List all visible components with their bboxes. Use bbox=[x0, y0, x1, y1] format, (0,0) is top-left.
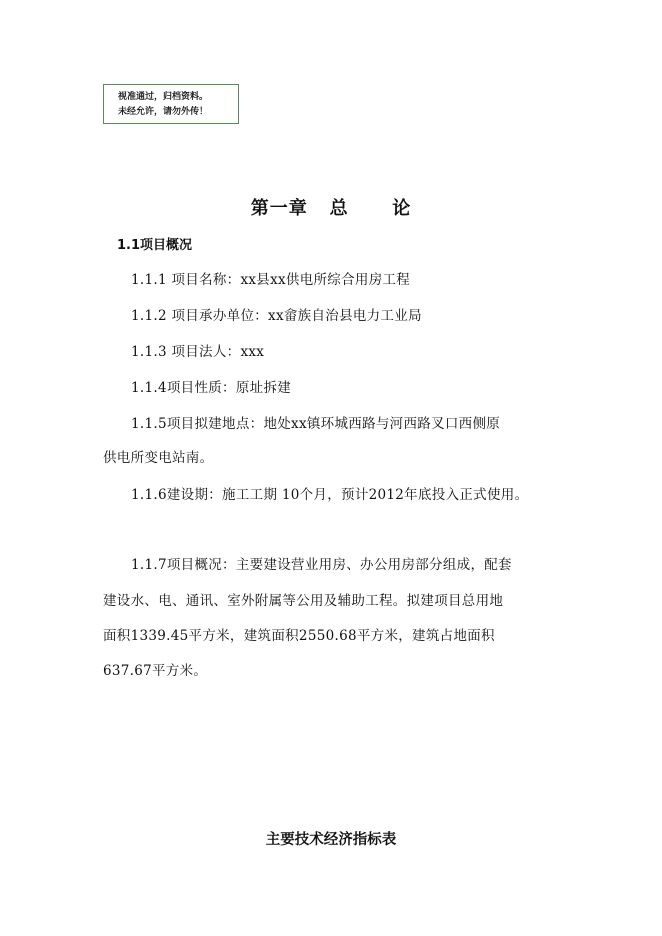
item-overview-line-3: 面积1339.45平方米，建筑面积2550.68平方米，建筑占地面积 bbox=[103, 628, 495, 644]
item-construction-period: 1.1.6建设期：施工工期 10个月，预计2012年底投入正式使用。 bbox=[131, 487, 529, 503]
item-location-line-1: 1.1.5项目拟建地点：地处xx镇环城西路与河西路叉口西侧原 bbox=[131, 416, 501, 432]
document-stamp bbox=[103, 84, 239, 124]
section-heading: 1.1项目概况 bbox=[117, 238, 193, 253]
item-legal-person: 1.1.3 项目法人：xxx bbox=[131, 344, 265, 360]
item-overview-line-1: 1.1.7项目概况：主要建设营业用房、办公用房部分组成，配套 bbox=[131, 557, 512, 573]
item-project-nature: 1.1.4项目性质：原址拆建 bbox=[131, 380, 292, 396]
item-undertaking-unit: 1.1.2 项目承办单位：xx畲族自治县电力工业局 bbox=[131, 308, 422, 324]
chapter-title: 第一章 总 论 bbox=[250, 198, 412, 219]
item-project-name: 1.1.1 项目名称：xx县xx供电所综合用房工程 bbox=[131, 272, 411, 288]
stamp-line-2: 未经允许，请勿外传！ bbox=[118, 107, 209, 117]
item-location-line-2: 供电所变电站南。 bbox=[103, 450, 214, 466]
item-overview-line-2: 建设水、电、通讯、室外附属等公用及辅助工程。拟建项目总用地 bbox=[103, 593, 504, 609]
stamp-line-1: 视准通过，归档资料。 bbox=[118, 92, 209, 102]
table-title: 主要技术经济指标表 bbox=[265, 832, 397, 848]
item-overview-line-4: 637.67平方米。 bbox=[103, 663, 208, 679]
